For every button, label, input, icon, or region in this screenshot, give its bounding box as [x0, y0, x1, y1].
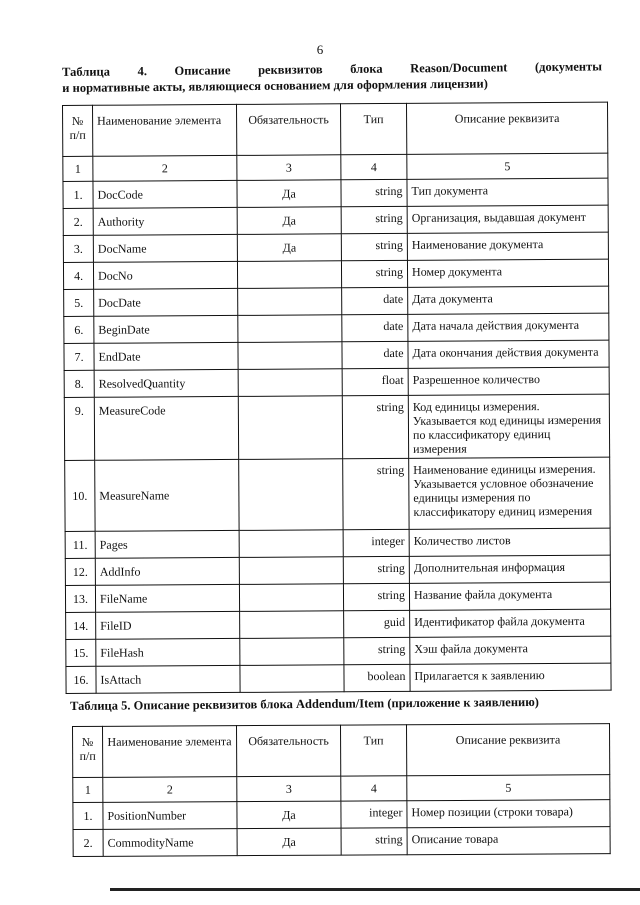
table-row — [63, 205, 608, 235]
row-number: 1. — [73, 802, 103, 829]
element-name: IsAttach — [96, 665, 240, 693]
data-type: string — [343, 556, 409, 583]
column-header: Наименование элемента — [93, 104, 237, 156]
data-type: date — [342, 287, 408, 314]
element-name: DocCode — [93, 180, 237, 208]
caption-word: блока — [350, 61, 383, 76]
required-flag: Да — [237, 801, 341, 829]
column-number: 4 — [341, 776, 407, 801]
row-number: 9. — [64, 397, 94, 460]
required-flag: Да — [237, 828, 341, 856]
description: Дата документа — [408, 286, 609, 314]
description: Наименование документа — [407, 232, 608, 260]
element-name: MeasureName — [95, 459, 239, 531]
required-flag — [238, 369, 342, 397]
element-name: FileName — [95, 584, 239, 612]
table-row — [64, 286, 609, 316]
header-row — [63, 102, 608, 156]
table4-caption — [62, 58, 602, 96]
table4 — [62, 102, 612, 694]
row-number: 6. — [64, 316, 94, 343]
data-type: date — [342, 314, 408, 341]
column-header: Описание реквизита — [406, 102, 607, 154]
column-number: 2 — [103, 777, 237, 803]
element-name: Authority — [93, 207, 237, 235]
column-number: 5 — [407, 153, 608, 179]
table-row — [63, 232, 608, 262]
data-type: float — [342, 368, 408, 395]
caption-word: Описание — [174, 63, 231, 78]
description: Номер документа — [407, 259, 608, 287]
column-number: 1 — [63, 156, 93, 181]
required-flag — [238, 288, 342, 316]
data-type: integer — [341, 801, 407, 828]
data-type: string — [342, 395, 408, 458]
element-name: DocName — [93, 234, 237, 262]
required-flag: Да — [237, 207, 341, 235]
table5 — [72, 723, 611, 857]
element-name: PositionNumber — [103, 802, 237, 830]
caption-word: (документы — [534, 59, 603, 75]
row-number: 8. — [64, 370, 94, 397]
element-name: BeginDate — [94, 315, 238, 343]
element-name: Pages — [95, 530, 239, 558]
data-type: integer — [343, 529, 409, 556]
caption-word: Таблица — [62, 64, 111, 79]
row-number: 16. — [66, 666, 96, 693]
required-flag — [239, 557, 343, 585]
required-flag — [238, 396, 342, 460]
table-row — [73, 827, 610, 857]
row-number: 4. — [63, 262, 93, 289]
caption-word: 4. — [137, 64, 147, 79]
row-number: 5. — [64, 289, 94, 316]
data-type: string — [343, 458, 409, 529]
required-flag — [238, 315, 342, 343]
element-name: AddInfo — [95, 557, 239, 585]
column-header: № п/п — [63, 105, 93, 156]
table-row — [66, 663, 611, 693]
description: Дополнительная информация — [409, 555, 610, 583]
description: Код единицы измерения. Указывается код единицы измерения по классификатору единиц измерения — [408, 394, 609, 458]
table-row — [64, 394, 609, 460]
description: Прилагается к заявлению — [410, 663, 611, 691]
description: Дата окончания действия документа — [408, 340, 609, 368]
table-row — [66, 636, 611, 666]
column-header: Тип — [340, 725, 406, 776]
column-header: № п/п — [73, 726, 103, 777]
table-row — [65, 528, 610, 558]
required-flag — [238, 342, 342, 370]
row-number: 15. — [66, 639, 96, 666]
data-type: string — [343, 583, 409, 610]
description: Разрешенное количество — [408, 367, 609, 395]
element-name: DocNo — [93, 261, 237, 289]
table5-caption: Таблица 5. Описание реквизитов блока Addendum/Item (приложение к заявлению) — [70, 694, 540, 713]
required-flag — [239, 530, 343, 558]
table-row — [63, 259, 608, 289]
element-name: EndDate — [94, 342, 238, 370]
table-row — [65, 457, 610, 531]
required-flag — [239, 584, 343, 612]
description: Тип документа — [407, 178, 608, 206]
required-flag — [240, 638, 344, 666]
data-type: string — [341, 260, 407, 287]
description: Дата начала действия документа — [408, 313, 609, 341]
caption-word: Reason/Document — [410, 60, 508, 76]
description: Наименование единицы измерения. Указывается условное обозначение единицы измерения по классификатору единиц измерения — [409, 457, 610, 529]
element-name: DocDate — [94, 288, 238, 316]
description: Организация, выдавшая документ — [407, 205, 608, 233]
required-flag — [240, 611, 344, 639]
row-number: 12. — [65, 558, 95, 585]
caption-word: реквизитов — [257, 62, 323, 77]
required-flag: Да — [237, 180, 341, 208]
data-type: guid — [344, 610, 410, 637]
element-name: MeasureCode — [94, 396, 238, 460]
data-type: string — [341, 179, 407, 206]
description: Название файла документа — [409, 582, 610, 610]
row-number: 7. — [64, 343, 94, 370]
table-row — [64, 313, 609, 343]
column-number: 3 — [237, 155, 341, 181]
required-flag — [240, 665, 344, 693]
column-number: 4 — [341, 154, 407, 179]
description: Описание товара — [407, 827, 610, 855]
required-flag: Да — [237, 234, 341, 262]
table-row — [66, 609, 611, 639]
data-type: boolean — [344, 664, 410, 691]
column-number-row — [63, 153, 608, 181]
row-number: 1. — [63, 181, 93, 208]
row-number: 13. — [65, 585, 95, 612]
table-row — [63, 178, 608, 208]
page-number: 6 — [316, 42, 324, 57]
row-number: 3. — [63, 235, 93, 262]
column-number-row — [73, 775, 610, 803]
column-header: Тип — [340, 103, 406, 154]
column-header: Обязательность — [237, 725, 341, 777]
data-type: string — [341, 828, 407, 855]
scan-edge-line — [110, 888, 640, 891]
description: Идентификатор файла документа — [410, 609, 611, 637]
row-number: 14. — [66, 612, 96, 639]
table-row — [65, 555, 610, 585]
description: Номер позиции (строки товара) — [407, 800, 610, 828]
column-header: Описание реквизита — [406, 724, 609, 776]
table-row — [73, 800, 610, 830]
column-number: 5 — [407, 775, 610, 801]
required-flag — [237, 261, 341, 289]
description: Хэш файла документа — [410, 636, 611, 664]
row-number: 2. — [63, 208, 93, 235]
data-type: date — [342, 341, 408, 368]
column-number: 3 — [237, 776, 341, 802]
element-name: CommodityName — [103, 829, 237, 857]
column-header: Наименование элемента — [103, 726, 237, 778]
data-type: string — [341, 206, 407, 233]
table-row — [65, 582, 610, 612]
row-number: 11. — [65, 531, 95, 558]
row-number: 2. — [73, 829, 103, 856]
element-name: FileID — [96, 611, 240, 639]
element-name: FileHash — [96, 638, 240, 666]
element-name: ResolvedQuantity — [94, 369, 238, 397]
data-type: string — [341, 233, 407, 260]
required-flag — [239, 459, 343, 531]
column-number: 2 — [93, 155, 237, 181]
column-number: 1 — [73, 777, 103, 802]
data-type: string — [344, 637, 410, 664]
header-row — [73, 724, 610, 778]
description: Количество листов — [409, 528, 610, 556]
column-header: Обязательность — [236, 104, 340, 156]
table-row — [64, 367, 609, 397]
row-number: 10. — [65, 460, 95, 531]
table-row — [64, 340, 609, 370]
table4-caption-line2: и нормативные акты, являющиеся основанием для оформления лицензии) — [62, 76, 488, 95]
